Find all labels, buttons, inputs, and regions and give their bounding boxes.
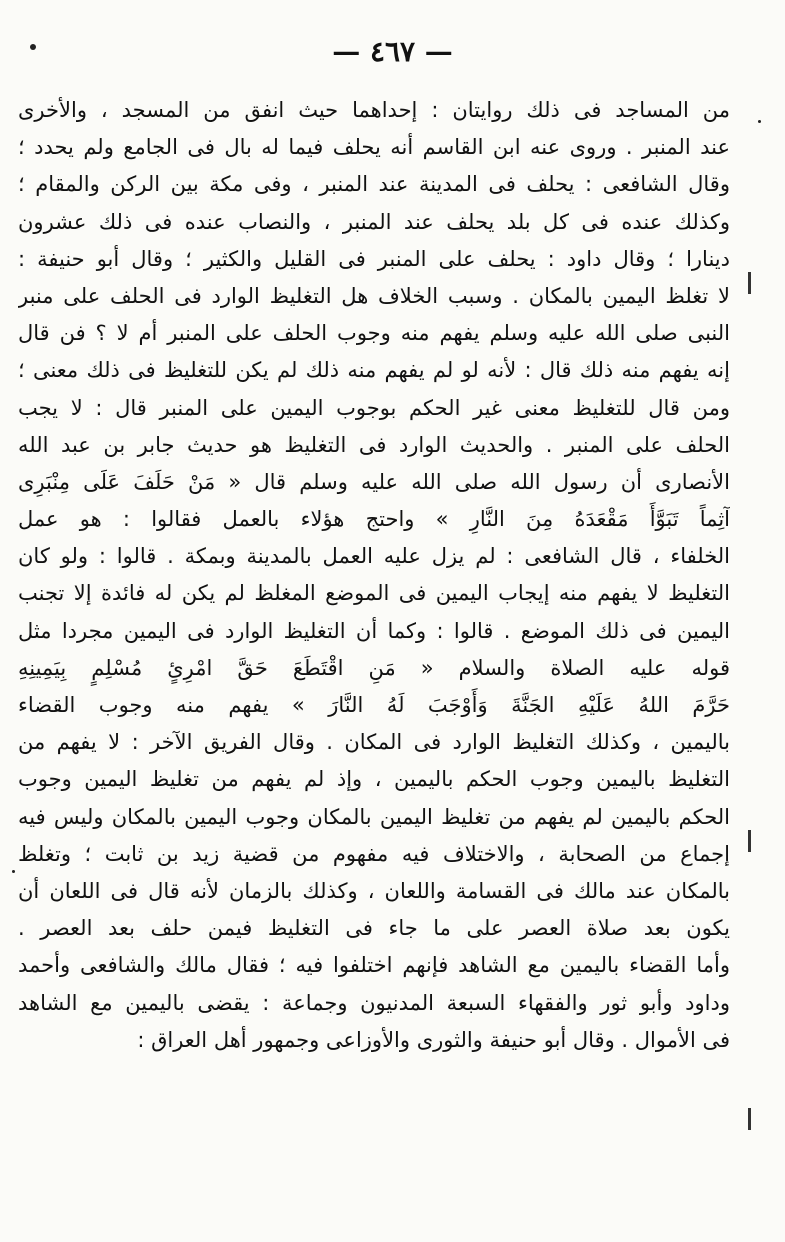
text-line: وداود وأبو ثور والفقهاء السبعة المدنيون وجماعة : يقضى باليمين مع الشاهد xyxy=(18,990,730,1015)
text-line: التغليظ لا يفهم منه إيجاب اليمين فى الموضع المغلظ لم يكن له فائدة إلا تجنب xyxy=(18,581,730,606)
text-line: ومن قال للتغليظ معنى غير الحكم بوجوب اليمين على المنبر قال : لا يجب xyxy=(18,395,730,420)
text-line: وقال الشافعى : يحلف فى المدينة عند المنبر ، وفى مكة بين الركن والمقام ؛ xyxy=(18,172,730,197)
body-text xyxy=(18,92,730,1059)
margin-mark xyxy=(748,1108,751,1130)
margin-mark xyxy=(748,272,751,294)
text-line: الحكم باليمين لم يفهم من تغليظ اليمين بالمكان وجوب اليمين بالمكان وليس فيه xyxy=(18,804,730,829)
text-line: إنه يفهم منه ذلك قال : لأنه لو لم يفهم منه ذلك لم يكن للتغليظ فى ذلك معنى ؛ xyxy=(18,358,730,383)
margin-mark xyxy=(748,830,751,852)
text-line: فى الأموال . وقال أبو حنيفة والثورى والأوزاعى وجمهور أهل العراق : xyxy=(137,1027,730,1052)
text-line: إجماع من الصحابة ، والاختلاف فيه مفهوم من قضية زيد بن ثابت ؛ وتغلظ xyxy=(18,841,730,866)
text-line: لا تغلظ اليمين بالمكان . وسبب الخلاف هل التغليظ الوارد فى الحلف على منبر xyxy=(18,283,730,308)
text-line: دينارا ؛ وقال داود : يحلف على المنبر فى القليل والكثير ؛ وقال أبو حنيفة : xyxy=(18,246,730,271)
text-line: من المساجد فى ذلك روايتان : إحداهما حيث انفق من المسجد ، والأخرى xyxy=(18,98,730,122)
text-line: حَرَّمَ اللهُ عَلَيْهِ الجَنَّةَ وَأَوْجَبَ لَهُ النَّارَ » يفهم منه وجوب القضاء xyxy=(18,693,730,717)
text-line: الخلفاء ، قال الشافعى : لم يزل عليه العمل بالمدينة وبمكة . قالوا : ولو كان xyxy=(18,544,730,569)
text-line: قوله عليه الصلاة والسلام « مَنِ اقْتَطَعَ حَقَّ امْرِئٍ مُسْلِمٍ بِيَمِينِهِ xyxy=(18,655,730,680)
text-line: بالمكان عند مالك فى القسامة واللعان ، وكذلك بالزمان لأنه قال فى اللعان أن xyxy=(18,878,730,903)
text-line: النبى صلى الله عليه وسلم يفهم منه وجوب الحلف على المنبر أم لا ؟ فن قال xyxy=(18,321,730,346)
text-line: اليمين فى ذلك الموضع . قالوا : وكما أن التغليظ الوارد فى اليمين مجردا مثل xyxy=(18,618,730,643)
text-line: الحلف على المنبر . والحديث الوارد فى التغليظ هو حديث جابر بن عبد الله xyxy=(18,432,730,457)
ink-speck xyxy=(758,120,761,123)
text-line: باليمين ، وكذلك التغليظ الوارد فى المكان . وقال الفريق الآخر : لا يفهم من xyxy=(18,730,730,755)
text-line: الأنصارى أن رسول الله صلى الله عليه وسلم قال « مَنْ حَلَفَ عَلَى مِنْبَرِى xyxy=(18,469,730,494)
text-line: التغليظ باليمين وجوب الحكم باليمين ، وإذ لم يفهم من تغليظ اليمين وجوب xyxy=(18,767,730,792)
text-line: وكذلك عنده فى كل بلد يحلف عند المنبر ، والنصاب عنده فى ذلك عشرون xyxy=(18,209,730,234)
text-line: يكون بعد صلاة العصر على ما جاء فى التغليظ فيمن حلف بعد العصر . xyxy=(18,916,730,941)
text-line: عند المنبر . وروى عنه ابن القاسم أنه يحلف فيما له بال فى الجامع ولم يحدد ؛ xyxy=(18,135,730,160)
page-number: — ٤٦٧ — xyxy=(332,35,453,68)
text-line: آثِماً تَبَوَّأَ مَقْعَدَهُ مِنَ النَّارِ » واحتج هؤلاء بالعمل فقالوا : هو عمل xyxy=(18,507,730,532)
ink-speck xyxy=(12,870,15,873)
text-line: وأما القضاء باليمين مع الشاهد فإنهم اختلفوا فيه ؛ فقال مالك والشافعى وأحمد xyxy=(18,953,730,978)
